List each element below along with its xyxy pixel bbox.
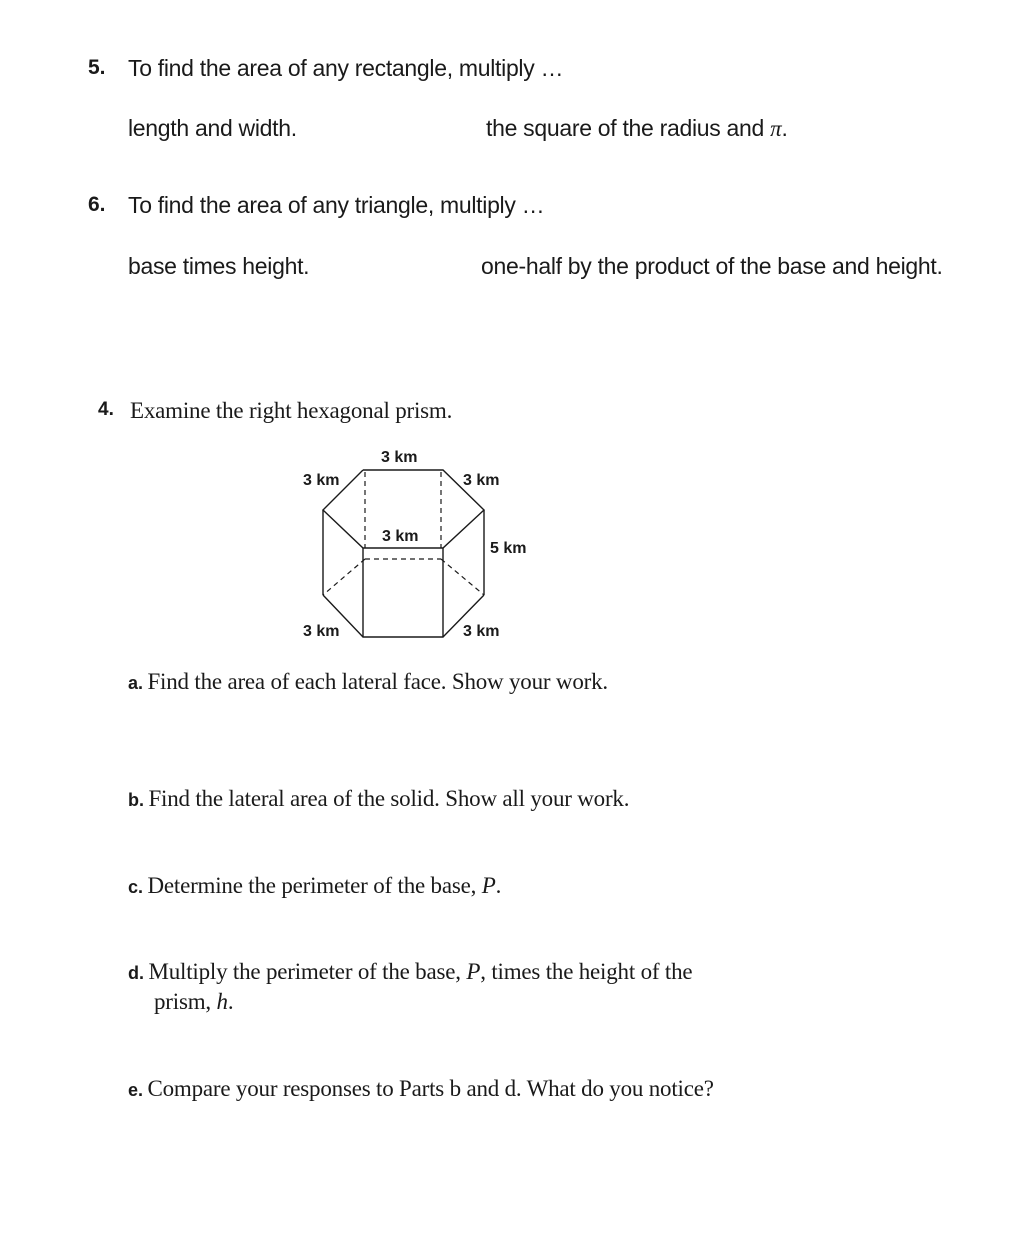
q5-prompt: To find the area of any rectangle, multiply …: [128, 55, 564, 81]
part-d: [128, 959, 692, 985]
q5-choice-a[interactable]: length and width.: [128, 115, 297, 141]
label-top-right: 3 km: [463, 472, 500, 489]
part-e: [128, 1076, 714, 1102]
part-d-text3: prism,: [154, 989, 217, 1014]
part-d-text1: Multiply the perimeter of the base,: [148, 959, 467, 984]
q4-number: 4.: [98, 399, 114, 420]
hidden-bottom-left: [323, 559, 365, 595]
part-b-text: Find the lateral area of the solid. Show all your work.: [148, 786, 630, 811]
q6-choice-a[interactable]: base times height.: [128, 253, 310, 279]
part-b: [128, 786, 629, 812]
part-e-text: Compare your responses to Parts b and d. What do you notice?: [147, 1076, 714, 1101]
label-front-top: 3 km: [382, 528, 419, 545]
q6-number: 6.: [88, 193, 106, 216]
part-c-end: .: [495, 873, 502, 898]
part-a-letter: a.: [128, 673, 144, 693]
q5-choice-b-end: .: [781, 115, 788, 141]
label-top: 3 km: [381, 449, 418, 466]
part-d-text2: , times the height of the: [480, 959, 693, 984]
part-c: [128, 873, 501, 899]
part-d-line2: [154, 989, 233, 1015]
hidden-bottom-right: [441, 559, 484, 595]
q4-prompt: Examine the right hexagonal prism.: [130, 398, 453, 423]
part-d-var2: h: [216, 989, 228, 1014]
part-c-var: P: [481, 873, 496, 898]
part-d-letter: d.: [128, 963, 144, 983]
part-b-letter: b.: [128, 790, 144, 810]
part-c-text: Determine the perimeter of the base,: [147, 873, 482, 898]
label-height: 5 km: [490, 540, 527, 557]
q5-number: 5.: [88, 56, 106, 79]
q6-choice-b[interactable]: one-half by the product of the base and height.: [481, 253, 943, 279]
part-d-end: .: [227, 989, 234, 1014]
part-e-letter: e.: [128, 1080, 144, 1100]
part-c-letter: c.: [128, 877, 144, 897]
pi-symbol: π: [770, 116, 782, 141]
q5-choice-b-text: the square of the radius and: [486, 115, 765, 141]
q6-prompt: To find the area of any triangle, multiply …: [128, 192, 545, 218]
label-bottom-right: 3 km: [463, 623, 500, 640]
label-bottom-left: 3 km: [303, 623, 340, 640]
part-d-var1: P: [466, 959, 481, 984]
part-a-text: Find the area of each lateral face. Show your work.: [147, 669, 608, 694]
label-top-left: 3 km: [303, 472, 340, 489]
part-a: [128, 669, 608, 695]
bottom-hexagon-visible: [323, 595, 484, 637]
